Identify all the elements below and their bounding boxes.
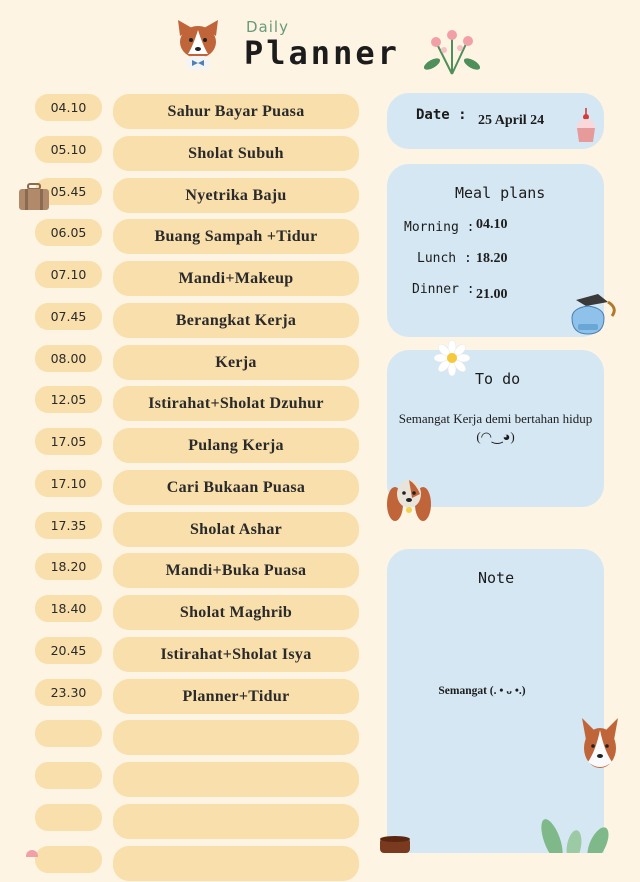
schedule-task: Pulang Kerja — [113, 428, 359, 463]
schedule-row — [0, 261, 380, 297]
schedule-time — [35, 720, 102, 747]
daisy-icon — [434, 340, 470, 381]
meal-dinner-label: Dinner : — [412, 282, 475, 297]
schedule-time: 18.20 — [35, 553, 102, 580]
schedule-time: 06.05 — [35, 219, 102, 246]
schedule-task: Istirahat+Sholat Dzuhur — [113, 386, 359, 421]
schedule-row — [0, 846, 380, 882]
schedule-task: Nyetrika Baju — [113, 178, 359, 213]
meal-lunch-label: Lunch : — [417, 251, 472, 266]
meal-lunch-value: 18.20 — [476, 251, 508, 266]
note-title: Note — [478, 569, 515, 587]
daily-label: Daily — [246, 18, 289, 36]
schedule-time: 05.45 — [35, 178, 102, 205]
schedule-row — [0, 94, 380, 130]
schedule-row — [0, 303, 380, 339]
note-card — [387, 549, 604, 853]
schedule-row — [0, 470, 380, 506]
meal-morning-value: 04.10 — [476, 217, 508, 232]
schedule-time — [35, 846, 102, 873]
schedule-task — [113, 762, 359, 797]
todo-text: Semangat Kerja demi bertahan hidup (◠‿◕) — [398, 411, 593, 444]
schedule-time: 17.35 — [35, 512, 102, 539]
suitcase-icon — [17, 182, 51, 217]
page-title: Planner — [244, 34, 400, 72]
schedule-time: 18.40 — [35, 595, 102, 622]
schedule-row — [0, 386, 380, 422]
schedule-row — [0, 762, 380, 798]
schedule-time: 20.45 — [35, 637, 102, 664]
pink-flower-icon — [24, 844, 40, 862]
schedule-row — [0, 553, 380, 589]
coffee-cup-icon — [378, 836, 416, 858]
schedule-task: Istirahat+Sholat Isya — [113, 637, 359, 672]
schedule-task: Sholat Maghrib — [113, 595, 359, 630]
schedule-time: 17.05 — [35, 428, 102, 455]
schedule-task: Mandi+Buka Puasa — [113, 553, 359, 588]
note-text: Semangat (. • ᴗ •.) — [438, 685, 526, 697]
schedule-task: Sholat Subuh — [113, 136, 359, 171]
spaniel-dog-icon — [386, 476, 432, 531]
schedule-time: 05.10 — [35, 136, 102, 163]
plant-leaves-icon — [536, 812, 616, 858]
schedule-row — [0, 428, 380, 464]
schedule-time — [35, 804, 102, 831]
schedule-row — [0, 637, 380, 673]
cupcake-icon — [574, 106, 598, 153]
date-value: 25 April 24 — [478, 113, 545, 128]
schedule-row — [0, 720, 380, 756]
schedule-task: Kerja — [113, 345, 359, 380]
schedule-task: Berangkat Kerja — [113, 303, 359, 338]
corgi-icon — [174, 18, 222, 79]
schedule-time: 04.10 — [35, 94, 102, 121]
schedule-task: Sahur Bayar Puasa — [113, 94, 359, 129]
coffee-pot-icon — [568, 290, 622, 343]
schedule-row — [0, 136, 380, 172]
schedule-time — [35, 762, 102, 789]
schedule-row — [0, 219, 380, 255]
schedule-time: 08.00 — [35, 345, 102, 372]
schedule-task: Planner+Tidur — [113, 679, 359, 714]
flower-bouquet-icon — [418, 28, 486, 81]
schedule-row — [0, 804, 380, 840]
schedule-row — [0, 512, 380, 548]
schedule-time: 07.10 — [35, 261, 102, 288]
date-card — [387, 93, 604, 149]
schedule-task: Mandi+Makeup — [113, 261, 359, 296]
meal-morning-label: Morning : — [404, 220, 475, 235]
meal-plans-title: Meal plans — [455, 184, 546, 202]
schedule-row — [0, 679, 380, 715]
schedule-task: Cari Bukaan Puasa — [113, 470, 359, 505]
schedule-task — [113, 804, 359, 839]
schedule-row — [0, 178, 380, 214]
schedule-task: Buang Sampah +Tidur — [113, 219, 359, 254]
schedule-task: Sholat Ashar — [113, 512, 359, 547]
schedule-time: 07.45 — [35, 303, 102, 330]
schedule-task — [113, 720, 359, 755]
schedule-task — [113, 846, 359, 881]
date-label: Date : — [416, 107, 467, 123]
todo-title: To do — [475, 370, 521, 388]
corgi-dog-icon — [580, 716, 620, 781]
schedule-row — [0, 595, 380, 631]
schedule-row — [0, 345, 380, 381]
schedule-time: 12.05 — [35, 386, 102, 413]
meal-dinner-value: 21.00 — [476, 287, 508, 302]
schedule-time: 23.30 — [35, 679, 102, 706]
schedule-time: 17.10 — [35, 470, 102, 497]
